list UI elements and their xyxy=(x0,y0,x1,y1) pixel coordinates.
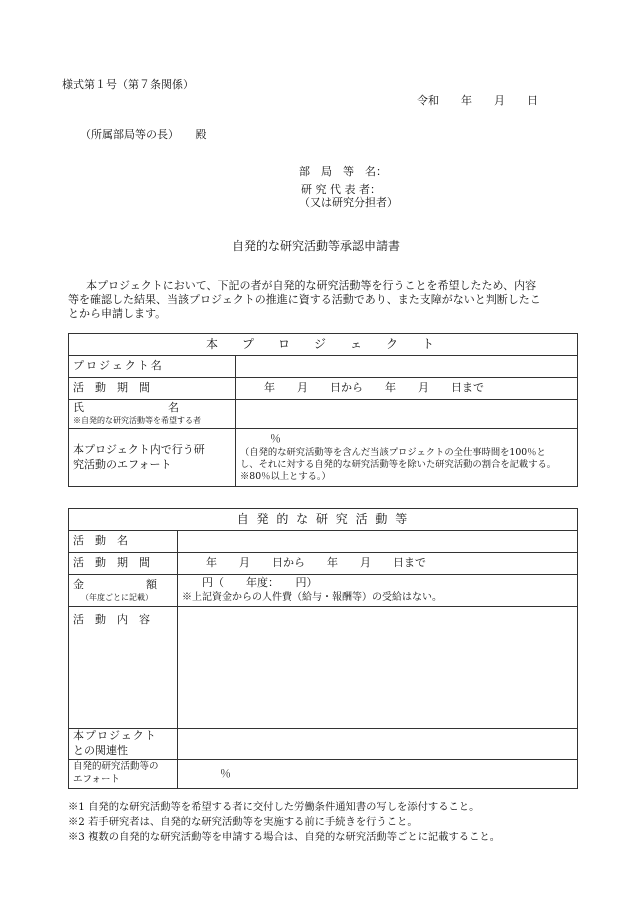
amount-field[interactable]: 円（ 年度： 円） ※上記資金からの人件費（給与・報酬等）の受給はない。 xyxy=(178,575,578,607)
activity-name-field[interactable] xyxy=(178,531,578,553)
project-effort-field[interactable]: ％ （自発的な研究活動等を含んだ当該プロジェクトの全仕事時間を100％と し、それに対する自発的な研究活動等を除いた研究活動の割合を記載する。 ※80％以上とする。） xyxy=(236,429,578,487)
footnotes xyxy=(68,800,500,845)
applicant-name-field[interactable] xyxy=(236,400,578,429)
representative-label: 研 究 代 表 者： xyxy=(301,183,381,196)
representative-sub-label: （又は研究分担者） xyxy=(299,196,398,209)
department-label: 部 局 等 名： xyxy=(299,165,387,178)
activity-effort-label: 自発的研究活動等の エフォート xyxy=(69,760,178,789)
relation-field[interactable] xyxy=(178,729,578,760)
intro-line-2: 等を確認した結果、当該プロジェクトの推進に資する活動であり、また支障がないと判断したこ xyxy=(68,293,541,306)
addressee: （所属部局等の長） 殿 xyxy=(80,128,207,141)
intro-line-1: 本プロジェクトにおいて、下記の者が自発的な研究活動等を行うことを希望したため、内容 xyxy=(86,279,537,292)
project-table-header: 本 プ ロ ジ ェ ク ト xyxy=(69,334,578,356)
footnote-3: ※3 複数の自発的な研究活動等を申請する場合は、自発的な研究活動等ごとに記載すること。 xyxy=(68,831,500,843)
activity-content-label: 活 動 内 容 xyxy=(69,607,178,729)
activity-period-label: 活 動 期 間 xyxy=(69,553,178,575)
date-line: 令和 年 月 日 xyxy=(417,94,538,107)
project-name-label: プロジェクト名 xyxy=(69,356,236,378)
form-number: 様式第１号（第７条関係） xyxy=(62,78,194,91)
project-name-field[interactable] xyxy=(236,356,578,378)
activity-period-field[interactable]: 年 月 日から 年 月 日まで xyxy=(178,553,578,575)
activity-name-label: 活 動 名 xyxy=(69,531,178,553)
applicant-name-label: 氏 名 ※自発的な研究活動等を希望する者 xyxy=(69,400,236,429)
project-table xyxy=(68,333,578,487)
footnote-2: ※2 若手研究者は、自発的な研究活動等を実施する前に手続きを行うこと。 xyxy=(68,816,418,828)
activity-content-field[interactable] xyxy=(178,607,578,729)
intro-line-3: とから申請します。 xyxy=(68,307,167,320)
activity-table-header: 自 発 的 な 研 究 活 動 等 xyxy=(69,509,578,531)
project-period-field[interactable]: 年 月 日から 年 月 日まで xyxy=(236,378,578,400)
activity-table xyxy=(68,508,578,789)
document-title: 自発的な研究活動等承認申請書 xyxy=(232,239,401,253)
relation-label: 本プロジェクト との関連性 xyxy=(69,729,178,760)
amount-label: 金 額 （年度ごとに記載） xyxy=(69,575,178,607)
activity-effort-field[interactable]: ％ xyxy=(178,760,578,789)
project-period-label: 活 動 期 間 xyxy=(69,378,236,400)
footnote-1: ※1 自発的な研究活動等を希望する者に交付した労働条件通知書の写しを添付すること。 xyxy=(68,801,480,813)
project-effort-label: 本プロジェクト内で行う研 究活動のエフォート xyxy=(69,429,236,487)
